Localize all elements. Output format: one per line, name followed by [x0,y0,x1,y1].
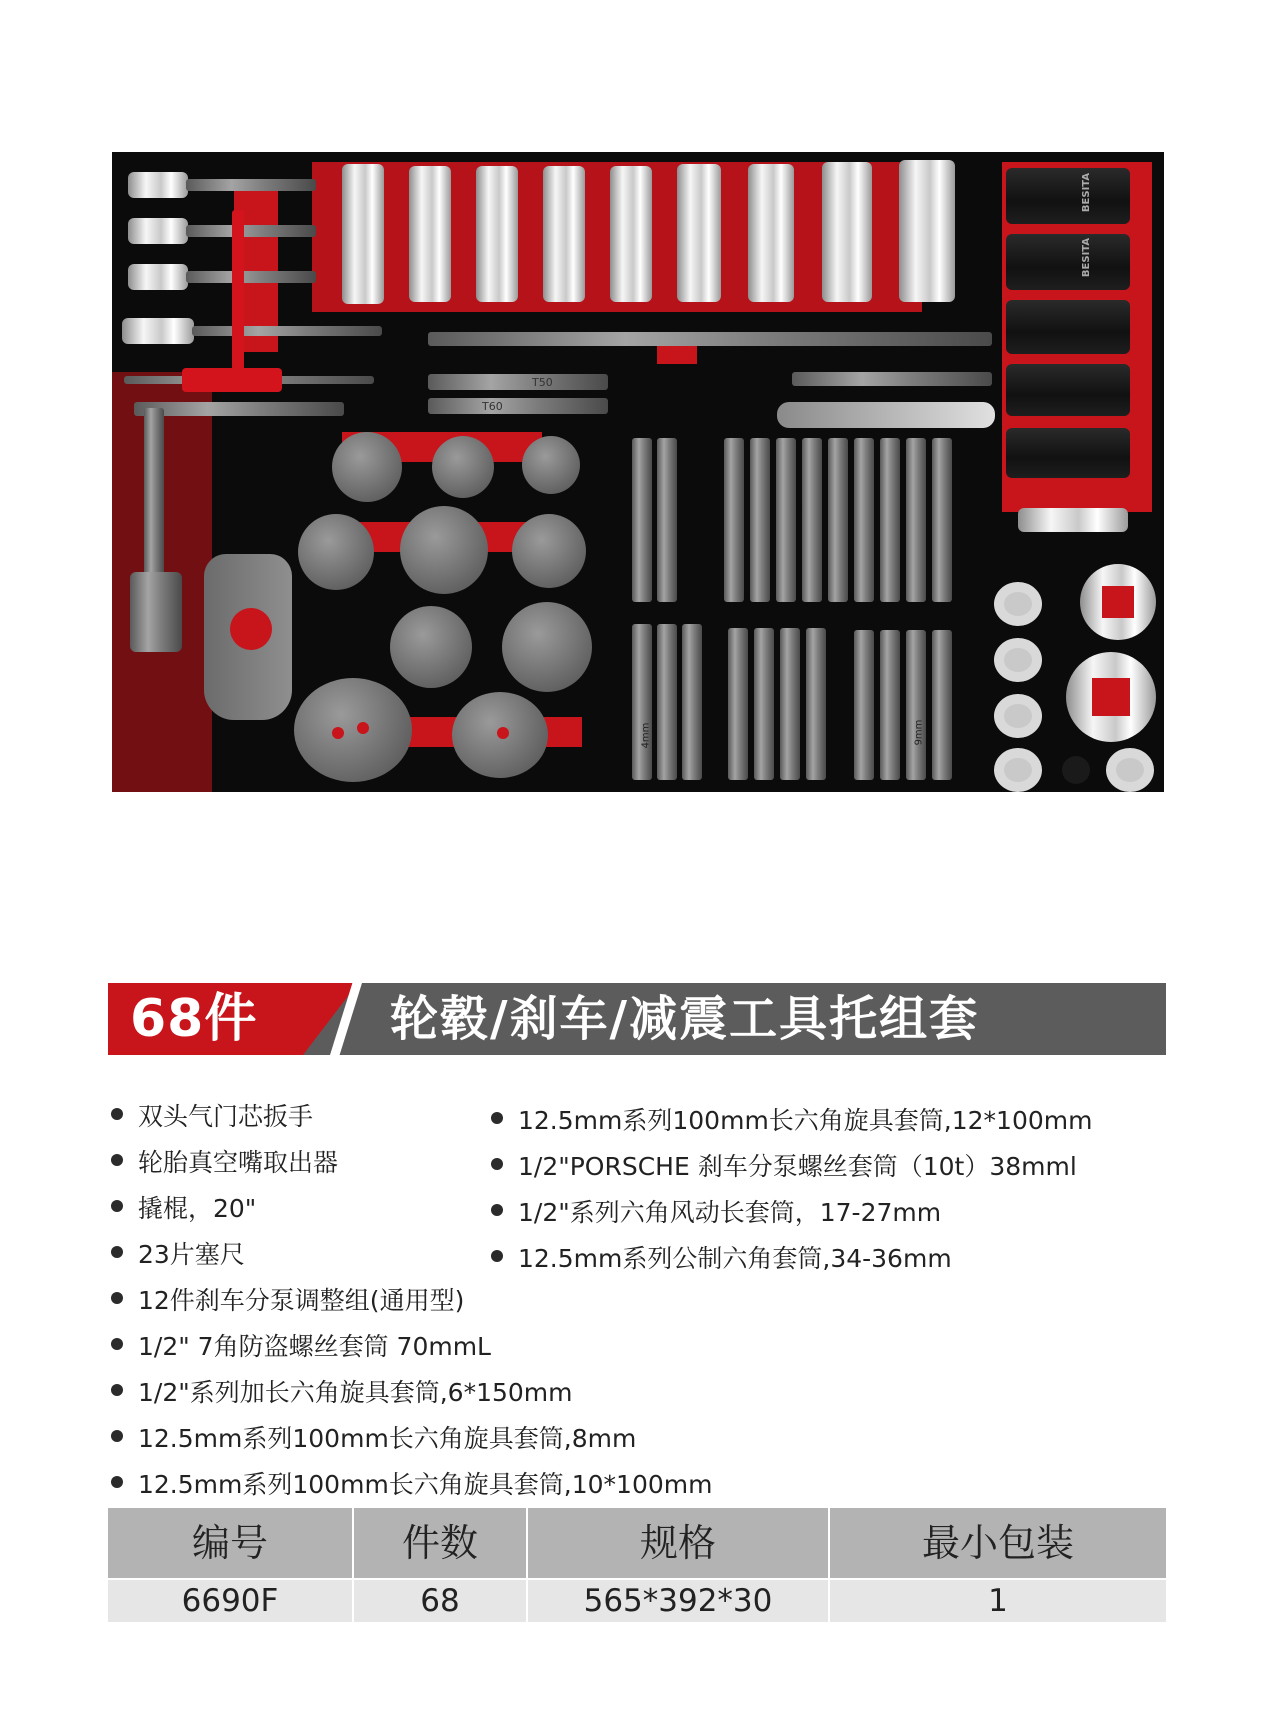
list-item: 12.5mm系列公制六角套筒,34-36mm [518,1239,952,1275]
hex-bit-socket [682,624,702,780]
long-socket [543,166,585,302]
porsche-socket [1018,508,1128,532]
plate-hole [230,608,272,650]
bit-label-t50: T50 [532,376,553,389]
adapter-ring [994,582,1042,626]
valve-core-wrench [128,218,188,244]
brake-adapter-disc [400,506,488,594]
brand-label: BESITA [1081,172,1093,213]
product-photo-tool-tray [112,152,1164,792]
feeler-gauge-blade [792,372,992,386]
cell-model: 6690F [108,1580,352,1622]
cell-size: 565*392*30 [528,1580,828,1622]
long-socket [822,162,872,302]
hex-bit-socket [806,628,826,780]
list-item: 1/2"系列加长六角旋具套筒,6*150mm [138,1373,573,1409]
bit-label-t60: T60 [482,400,503,413]
socket-hole [1092,678,1130,716]
hex-bit-socket [854,630,874,780]
hex-bit-socket [880,438,900,602]
list-item: 双头气门芯扳手 [138,1097,313,1133]
disc-pin-hole [497,727,509,739]
brake-adapter-disc [332,432,402,502]
tamper-bit-t50 [428,374,608,390]
feeler-gauge [777,402,995,428]
hex-bit-socket [780,628,800,780]
list-item: 撬棍，20" [138,1189,256,1225]
hex-bit-socket [776,438,796,602]
list-item: 23片塞尺 [138,1235,245,1271]
hex-bit-socket [880,630,900,780]
disc-pin-hole [332,727,344,739]
adapter-ring [1106,748,1154,792]
list-item: 12.5mm系列100mm长六角旋具套筒,12*100mm [518,1101,1092,1137]
pry-bar [428,332,992,346]
hex-bit-socket [906,630,926,780]
header-model: 编号 [108,1508,352,1578]
brake-adapter-disc [294,678,412,782]
hex-bit-socket [728,628,748,780]
piece-count: 68件 [130,989,258,1049]
list-item: 12件刹车分泵调整组(通用型) [138,1281,464,1317]
long-socket [342,164,384,304]
hex-bit-socket [657,624,677,780]
impact-socket [1006,234,1130,290]
long-socket [677,164,721,302]
list-item: 12.5mm系列100mm长六角旋具套筒,8mm [138,1419,636,1455]
socket-hole [1102,586,1134,618]
hex-bit-socket [932,438,952,602]
long-socket [476,166,518,302]
product-title: 轮毂/刹车/减震工具托组套 [390,991,980,1047]
header-size: 规格 [528,1508,828,1578]
bit-size-label: 9mm [913,719,925,746]
impact-socket [1006,168,1130,224]
valve-core-wrench-shaft [186,271,316,283]
list-item: 12.5mm系列100mm长六角旋具套筒,10*100mm [138,1465,712,1501]
hex-bit-socket [854,438,874,602]
bit-size-label: 4mm [640,722,652,749]
hex-bit-socket [632,438,652,602]
small-socket [1062,756,1090,784]
hex-bit-socket [906,438,926,602]
cell-min-pack: 1 [830,1580,1166,1622]
list-item: 轮胎真空嘴取出器 [138,1143,338,1179]
list-item: 1/2" 7角防盗螺丝套筒 70mmL [138,1327,491,1363]
long-socket [748,164,794,302]
impact-socket [1006,428,1130,478]
hex-bit-socket [932,630,952,780]
caliper-spreader-body [130,572,182,652]
impact-socket [1006,364,1130,416]
brake-adapter-disc [298,514,374,590]
hex-bit-socket [828,438,848,602]
hex-bit-socket [750,438,770,602]
hex-bit-socket [632,624,652,780]
hex-bit-socket [754,628,774,780]
valve-core-wrench-shaft [192,326,382,336]
list-item: 1/2"PORSCHE 刹车分泵螺丝套筒（10t）38mml [518,1147,1077,1183]
adapter-ring [994,748,1042,792]
caliper-spreader-handle [134,402,344,416]
disc-pin-hole [357,722,369,734]
brake-adapter-disc [432,436,494,498]
adapter-ring [994,638,1042,682]
header-pieces: 件数 [354,1508,526,1578]
spec-table [108,1508,1166,1622]
brake-adapter-disc [502,602,592,692]
valve-core-wrench [122,318,194,344]
brake-adapter-disc [390,606,472,688]
adapter-ring [994,694,1042,738]
t-handle-red [232,210,244,370]
brake-adapter-disc [522,436,580,494]
long-socket [409,166,451,302]
valve-core-wrench-shaft [186,179,316,191]
long-socket [899,160,955,302]
hex-bit-socket [657,438,677,602]
brake-adapter-disc [512,514,586,588]
valve-core-wrench [128,264,188,290]
tamper-bit-t60 [428,398,608,414]
impact-socket [1006,300,1130,354]
valve-core-wrench-shaft [186,225,316,237]
list-item: 1/2"系列六角风动长套筒，17-27mm [518,1193,941,1229]
valve-core-wrench [128,172,188,198]
long-socket [610,166,652,302]
brand-label: BESITA [1081,237,1093,278]
hex-bit-socket [724,438,744,602]
header-min-pack: 最小包装 [830,1508,1166,1578]
cell-pieces: 68 [354,1580,526,1622]
tire-valve-remover-handle [182,368,282,392]
hex-bit-socket [802,438,822,602]
